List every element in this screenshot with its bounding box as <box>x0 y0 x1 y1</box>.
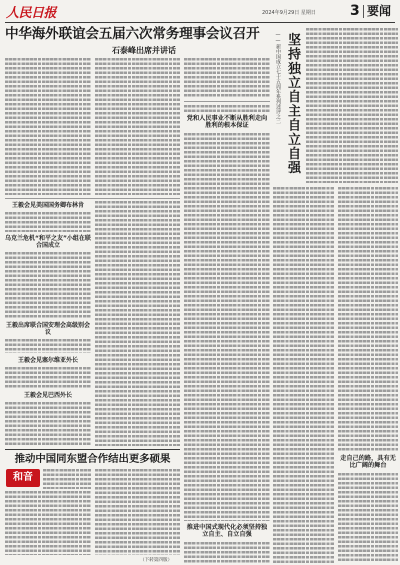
feature-body-col-c-1 <box>338 187 398 452</box>
feature-body-col-c-2 <box>338 473 398 563</box>
brief-headline-2: 乌克兰危机“和平之友”小组在联合国成立 <box>5 235 91 249</box>
masthead-rule <box>5 22 395 23</box>
feature-body-col-a-3 <box>184 542 270 563</box>
feature-section-heading-2: 走自己的路，具有无比广阔的舞台 <box>340 455 396 470</box>
masthead-divider <box>363 5 364 18</box>
brief-headline-5: 王毅会见巴西外长 <box>23 392 72 399</box>
feature-title: 坚持独立自主自立自强 <box>285 33 300 175</box>
feature-section-heading-3: 推进中国式现代化必须坚持独立自主、自立自强 <box>186 524 268 539</box>
lead-subheadline: 石泰峰出席并讲话 <box>112 46 176 55</box>
brief-body-1 <box>5 212 91 232</box>
feature-section-heading-1: 党和人民事业不断从胜利走向胜利的根本保证 <box>186 115 268 130</box>
newspaper-logo: 人民日报 <box>6 6 57 21</box>
feature-body-col-a-2 <box>184 133 270 521</box>
brief-body-3 <box>5 339 91 353</box>
brief-headline-4: 王毅会见塞尔维亚外长 <box>17 357 78 364</box>
lead-body-column-1 <box>5 58 91 195</box>
section-name: 要闻 <box>367 4 392 18</box>
feature-subtitle: ——新中国成立七十五周年系列述评之二 <box>275 32 281 124</box>
commentary-body-2 <box>5 491 91 555</box>
feature-body-col-a-1 <box>184 105 270 113</box>
article-divider <box>184 101 270 102</box>
commentary-body-3 <box>95 469 180 555</box>
page-number: 3 <box>350 3 360 19</box>
feature-body-col-b <box>273 187 334 563</box>
commentary-rule <box>5 449 180 450</box>
lead-body-column-3 <box>184 58 270 98</box>
brief-headline-1: 王毅会见美国国务卿布林肯 <box>11 202 84 209</box>
lead-body-column-4 <box>95 201 180 446</box>
issue-date: 2024年9月29日 星期日 <box>262 10 316 16</box>
feature-body-top <box>306 28 398 183</box>
continued-note: （下转第四版） <box>140 558 173 563</box>
brief-body-5 <box>5 402 91 446</box>
brief-body-2 <box>5 252 91 319</box>
commentary-column-logo: 和音 <box>6 469 40 487</box>
commentary-body-1 <box>43 469 91 489</box>
briefs-divider <box>5 198 180 199</box>
commentary-headline: 推动中国同东盟合作结出更多硕果 <box>14 453 171 465</box>
brief-headline-3: 王毅出席联合国安理会高级别会议 <box>5 322 90 336</box>
lead-headline: 中华海外联谊会五届六次常务理事会议召开 <box>5 26 260 42</box>
lead-body-column-2 <box>95 58 180 195</box>
brief-body-4 <box>5 367 91 389</box>
